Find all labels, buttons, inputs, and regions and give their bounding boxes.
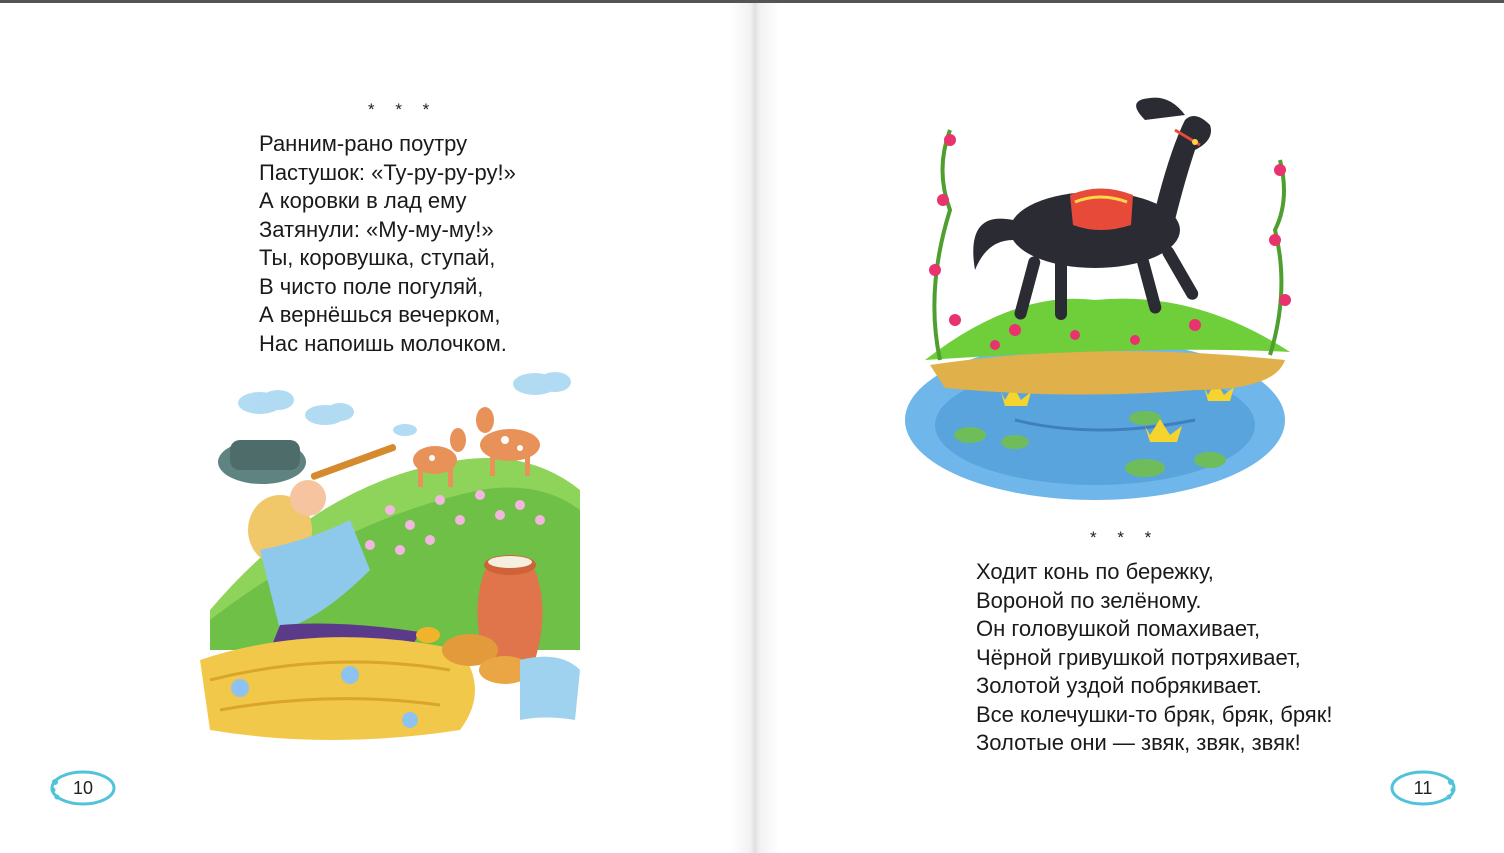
poem-line: А вернёшься вечерком, <box>259 302 501 327</box>
poem-line: Ходит конь по бережку, <box>976 559 1214 584</box>
book-gutter <box>730 3 780 853</box>
poem-line: Он головушкой помахивает, <box>976 616 1261 641</box>
clouds <box>238 372 571 436</box>
poem-right <box>976 558 1332 758</box>
section-stars-right: * * * <box>1090 528 1160 547</box>
poem-line: Пастушок: «Ту-ру-ру-ру!» <box>259 159 516 185</box>
poem-line: Нас напоишь молочком. <box>259 330 507 356</box>
page-number-right <box>1390 770 1456 806</box>
poem-line: Золотые они — звяк, звяк, звяк! <box>976 730 1301 755</box>
poem-line: Вороной по зелёному. <box>976 587 1202 613</box>
page-number-left <box>50 770 116 806</box>
poem-line: В чисто поле погуляй, <box>259 273 484 299</box>
poem-line: Затянули: «Му-му-му!» <box>259 216 494 242</box>
page-number-text: 10 <box>72 778 94 798</box>
poem-line: Чёрной гривушкой потряхивает, <box>976 644 1301 670</box>
shepherd-boy-illustration <box>200 370 590 765</box>
poem-line: Все колечушки-то бряк, бряк, бряк! <box>976 701 1333 727</box>
section-stars-left: * * * <box>368 100 438 119</box>
page-number-text: 11 <box>1413 778 1433 798</box>
poem-left <box>259 130 516 358</box>
poem-line: Ранним-рано поутру <box>259 131 468 156</box>
poem-line: А коровки в лад ему <box>259 188 467 213</box>
poem-line: Золотой уздой побрякивает. <box>976 673 1262 698</box>
poem-line: Ты, коровушка, ступай, <box>259 245 496 270</box>
black-horse-illustration <box>895 90 1315 510</box>
